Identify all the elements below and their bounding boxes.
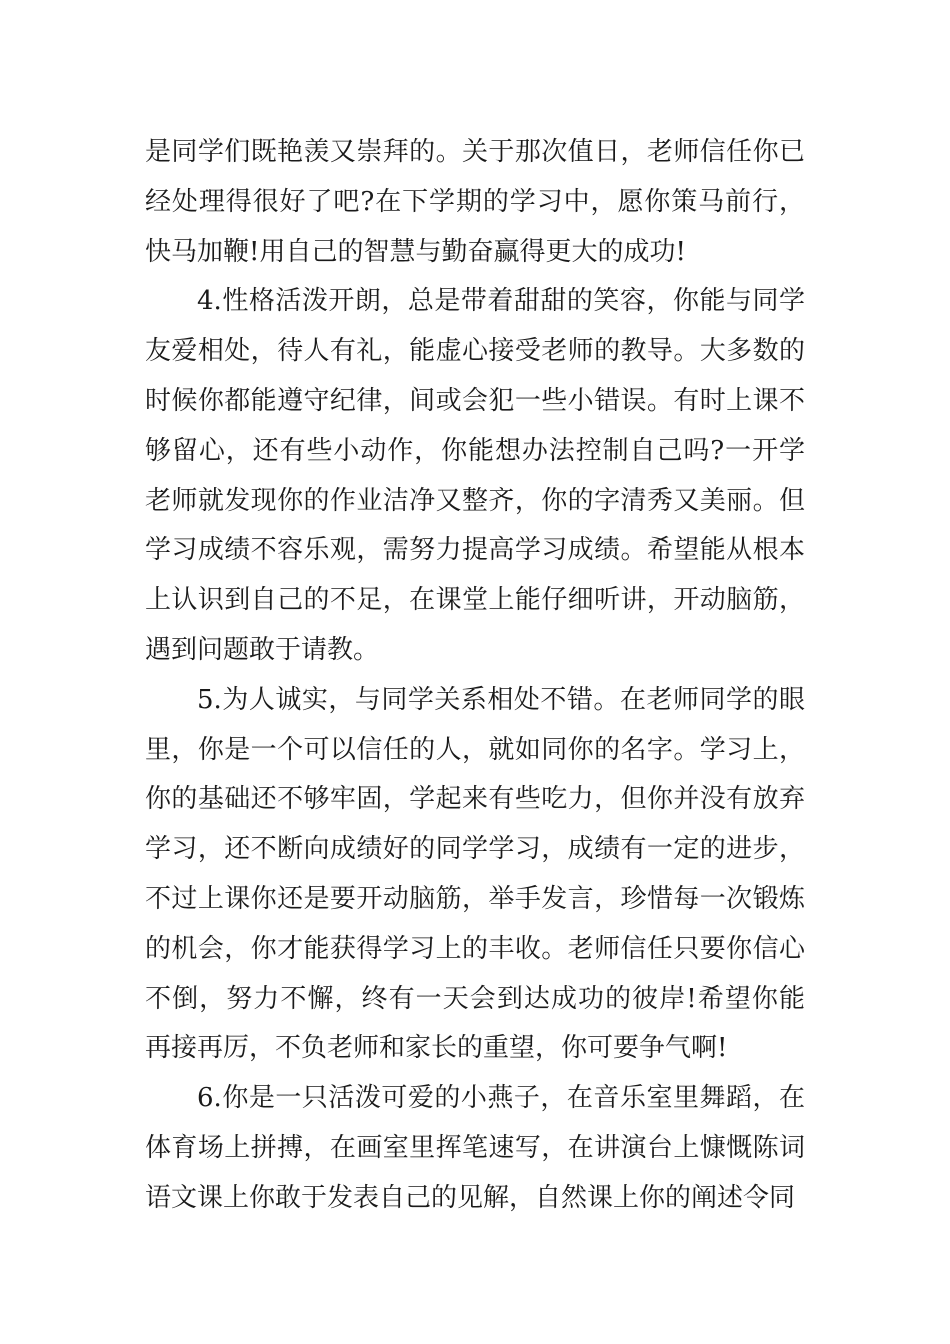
paragraph-comment-5: 5.为人诚实，与同学关系相处不错。在老师同学的眼里，你是一个可以信任的人，就如同你的名字。学习上，你的基础还不够牢固，学起来有些吃力，但你并没有放弃学习，还不断向成绩好的同学学习，成绩有一定的进步，不过上课你还是要开动脑筋，举手发言，珍惜每一次锻炼的机会，你才能获得学习上的丰收。老师信任只要你信心不倒，努力不懈，终有一天会到达成功的彼岸!希望你能再接再厉，不负老师和家长的重望，你可要争气啊! — [145, 684, 805, 1064]
paragraph-continuation: 是同学们既艳羡又崇拜的。关于那次值日，老师信任你已经处理得很好了吧?在下学期的学习中，愿你策马前行，快马加鞭!用自己的智慧与勤奋赢得更大的成功! — [145, 137, 805, 267]
paragraph-comment-6: 6.你是一只活泼可爱的小燕子，在音乐室里舞蹈，在体育场上拼搏，在画室里挥笔速写，在讲演台上慷慨陈词语文课上你敢于发表自己的见解，自然课上你的阐述令同 — [145, 1083, 805, 1213]
document-page — [145, 128, 805, 1224]
paragraph-comment-4: 4.性格活泼开朗，总是带着甜甜的笑容，你能与同学友爱相处，待人有礼，能虚心接受老师的教导。大多数的时候你都能遵守纪律，间或会犯一些小错误。有时上课不够留心，还有些小动作，你能想办法控制自己吗?一开学老师就发现你的作业洁净又整齐，你的字清秀又美丽。但学习成绩不容乐观，需努力提高学习成绩。希望能从根本上认识到自己的不足，在课堂上能仔细听讲，开动脑筋，遇到问题敢于请教。 — [145, 286, 805, 665]
